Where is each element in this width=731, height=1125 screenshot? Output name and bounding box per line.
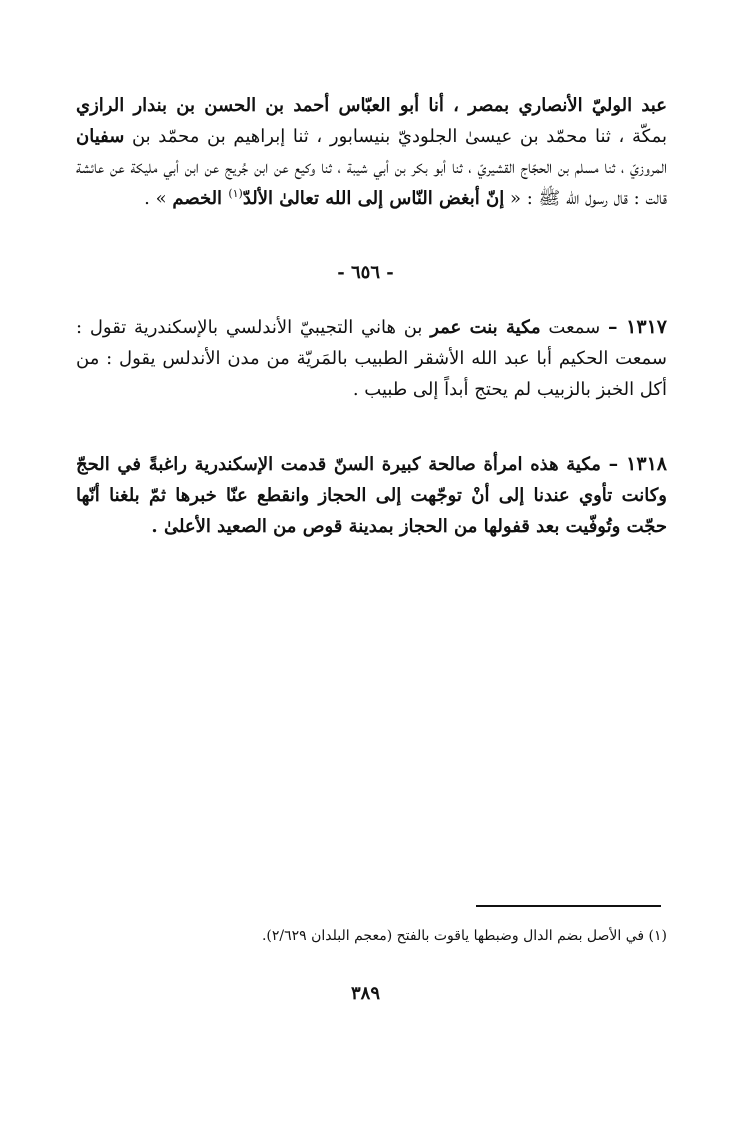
entry-1317-text [76,312,667,405]
page-number: ٣٨٩ [350,983,380,1004]
footnote-divider [476,905,661,907]
entry-1318-body: مكية هذه امرأة صالحة كبيرة السنّ قدمت الإسكندرية راغبةً في الحجّ وكانت تأوي عندنا إلى أنْ توجّهت إلى الحجاز وانقطع عنّا خبرها ثمّ بلغنا أنّها حجّت وتُوفّيت بعد قفولها من الحجاز بمدينة قوص من الصعيد الأعلىٰ . [76,454,667,537]
entry-1318-number: ١٣١٨ – [608,453,667,475]
entry-1317-part-1: سمعت [540,317,609,338]
section-number: - ٦٥٦ - [337,262,394,283]
entry-1318 [76,449,667,542]
entry-1317-name: مكية بنت عمر [430,317,541,338]
footnote-marker: (١) [228,187,243,200]
entry-1317 [76,312,667,405]
isnad-part-5: المروزيّ ، ثنا مسلم بن الحجّاج القشيريّ ، ثنا أبو بكر بن أبي شيبة ، ثنا وكيع عن ابن جُريج عن ابن أبي مليكة عن عائشة قالت : قال رسول الله ﷺ : « [76,157,667,209]
entry-1318-text [76,449,667,542]
isnad-part-4: سفيان [76,126,125,147]
isnad-part-1: عبد الوليّ الأنصاري بمصر ، [443,95,667,116]
entry-1317-part-3: بن هاني التجيبيّ الأندلسي بالإسكندرية تقول : سمعت الحكيم أبا عبد الله الأشقر الطبيب بالمَريّة من مدن الأندلس يقول : من أكل الخبز بالزبيب لم يحتج أبداً إلى طبيب . [76,317,667,400]
isnad-part-3: بمكّة ، ثنا محمّد بن عيسىٰ الجلوديّ بنيسابور ، ثنا إبراهيم بن محمّد بن [124,126,667,147]
entry-1317-number: ١٣١٧ – [608,316,667,338]
hadith-text-end: الخصم [172,188,229,209]
isnad-text [76,90,667,214]
isnad-part-8: » . [144,188,173,209]
isnad-paragraph [76,90,667,214]
footnote: (١) في الأصل بضم الدال وضبطها ياقوت بالفتح (معجم البلدان ٢/٦٢٩). [261,928,667,944]
hadith-text: إنّ أبغض النّاس إلى الله تعالىٰ الألدّ [242,188,505,209]
isnad-part-2: أنا أبو العبّاس أحمد بن الحسن بن بندار الرازي [76,95,444,116]
